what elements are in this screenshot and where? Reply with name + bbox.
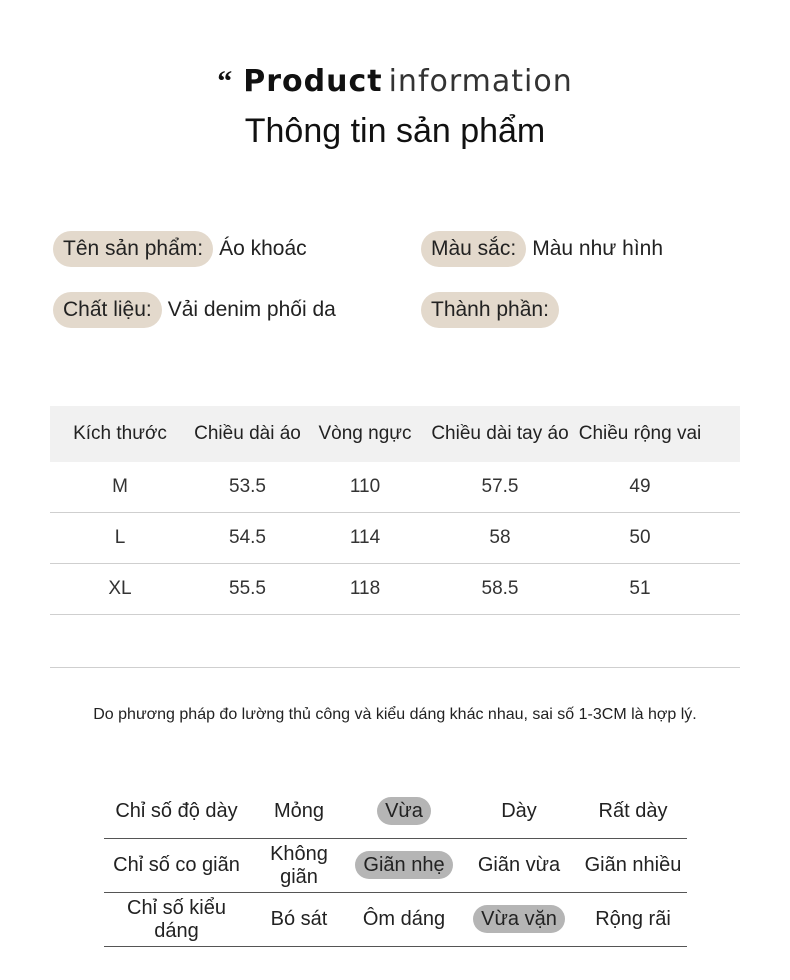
index-option: Giãn vừa (477, 854, 561, 876)
header-shoulder: Chiều rộng vai (578, 423, 702, 444)
index-option: Rộng rãi (595, 908, 671, 930)
table-cell: 110 (349, 476, 381, 497)
index-option: Ôm dáng (362, 908, 446, 930)
index-table (104, 785, 687, 947)
index-option-selected: Giãn nhẹ (349, 854, 459, 877)
name-label: Tên sản phẩm: (53, 231, 213, 267)
info-color (421, 231, 663, 267)
index-option-selected: Vừa vặn (459, 908, 579, 931)
index-option: Mỏng (273, 800, 325, 822)
header-size: Kích thước (73, 423, 167, 444)
size-table (50, 406, 740, 668)
table-row-empty (50, 615, 740, 668)
table-cell: L (114, 527, 126, 548)
header-title (0, 62, 790, 102)
index-row-thickness (104, 785, 687, 839)
index-row-stretch (104, 839, 687, 893)
table-cell: M (112, 476, 128, 497)
index-label: Chỉ số co giãn (113, 854, 240, 876)
table-cell: XL (108, 578, 132, 599)
quote-mark: “ (217, 65, 234, 98)
size-table-header (50, 406, 740, 462)
index-row-fit (104, 893, 687, 947)
header-sleeve: Chiều dài tay áo (431, 423, 569, 444)
title-light: information (388, 64, 573, 99)
table-cell: 50 (629, 527, 651, 548)
table-row (50, 564, 740, 615)
table-cell: 57.5 (481, 476, 519, 497)
info-name (53, 231, 307, 267)
table-cell: 51 (629, 578, 651, 599)
index-option: Bó sát (270, 908, 328, 930)
material-value: Vải denim phối da (167, 298, 336, 321)
table-cell: 55.5 (229, 578, 266, 599)
index-option-selected: Vừa (349, 800, 459, 823)
index-label: Chỉ số độ dày (115, 800, 238, 822)
composition-label: Thành phần: (421, 292, 559, 328)
table-row (50, 462, 740, 513)
material-label: Chất liệu: (53, 292, 162, 328)
info-material (53, 292, 336, 328)
info-composition (421, 292, 565, 328)
table-row (50, 513, 740, 564)
title-bold: Product (243, 64, 383, 99)
table-cell: 118 (349, 578, 381, 599)
measurement-note: Do phương pháp đo lường thủ công và kiểu dáng khác nhau, sai số 1-3CM là hợp lý. (93, 706, 697, 723)
header-chest: Vòng ngực (318, 423, 412, 444)
table-cell: 53.5 (229, 476, 266, 497)
table-cell: 114 (349, 527, 381, 548)
table-cell: 58.5 (481, 578, 519, 599)
color-label: Màu sắc: (421, 231, 526, 267)
header-length: Chiều dài áo (194, 423, 301, 444)
color-value: Màu như hình (532, 237, 664, 260)
index-option: Không giãn (270, 842, 328, 888)
table-cell: 58 (489, 527, 511, 548)
page-subtitle: Thông tin sản phẩm (244, 112, 546, 150)
table-cell: 54.5 (229, 527, 266, 548)
index-option: Giãn nhiều (584, 854, 682, 876)
index-option: Rất dày (598, 800, 668, 822)
index-label: Chỉ số kiểu dáng (127, 896, 226, 942)
table-cell: 49 (629, 476, 651, 497)
index-option: Dày (501, 800, 537, 822)
header (0, 62, 790, 151)
name-value: Áo khoác (219, 237, 307, 260)
